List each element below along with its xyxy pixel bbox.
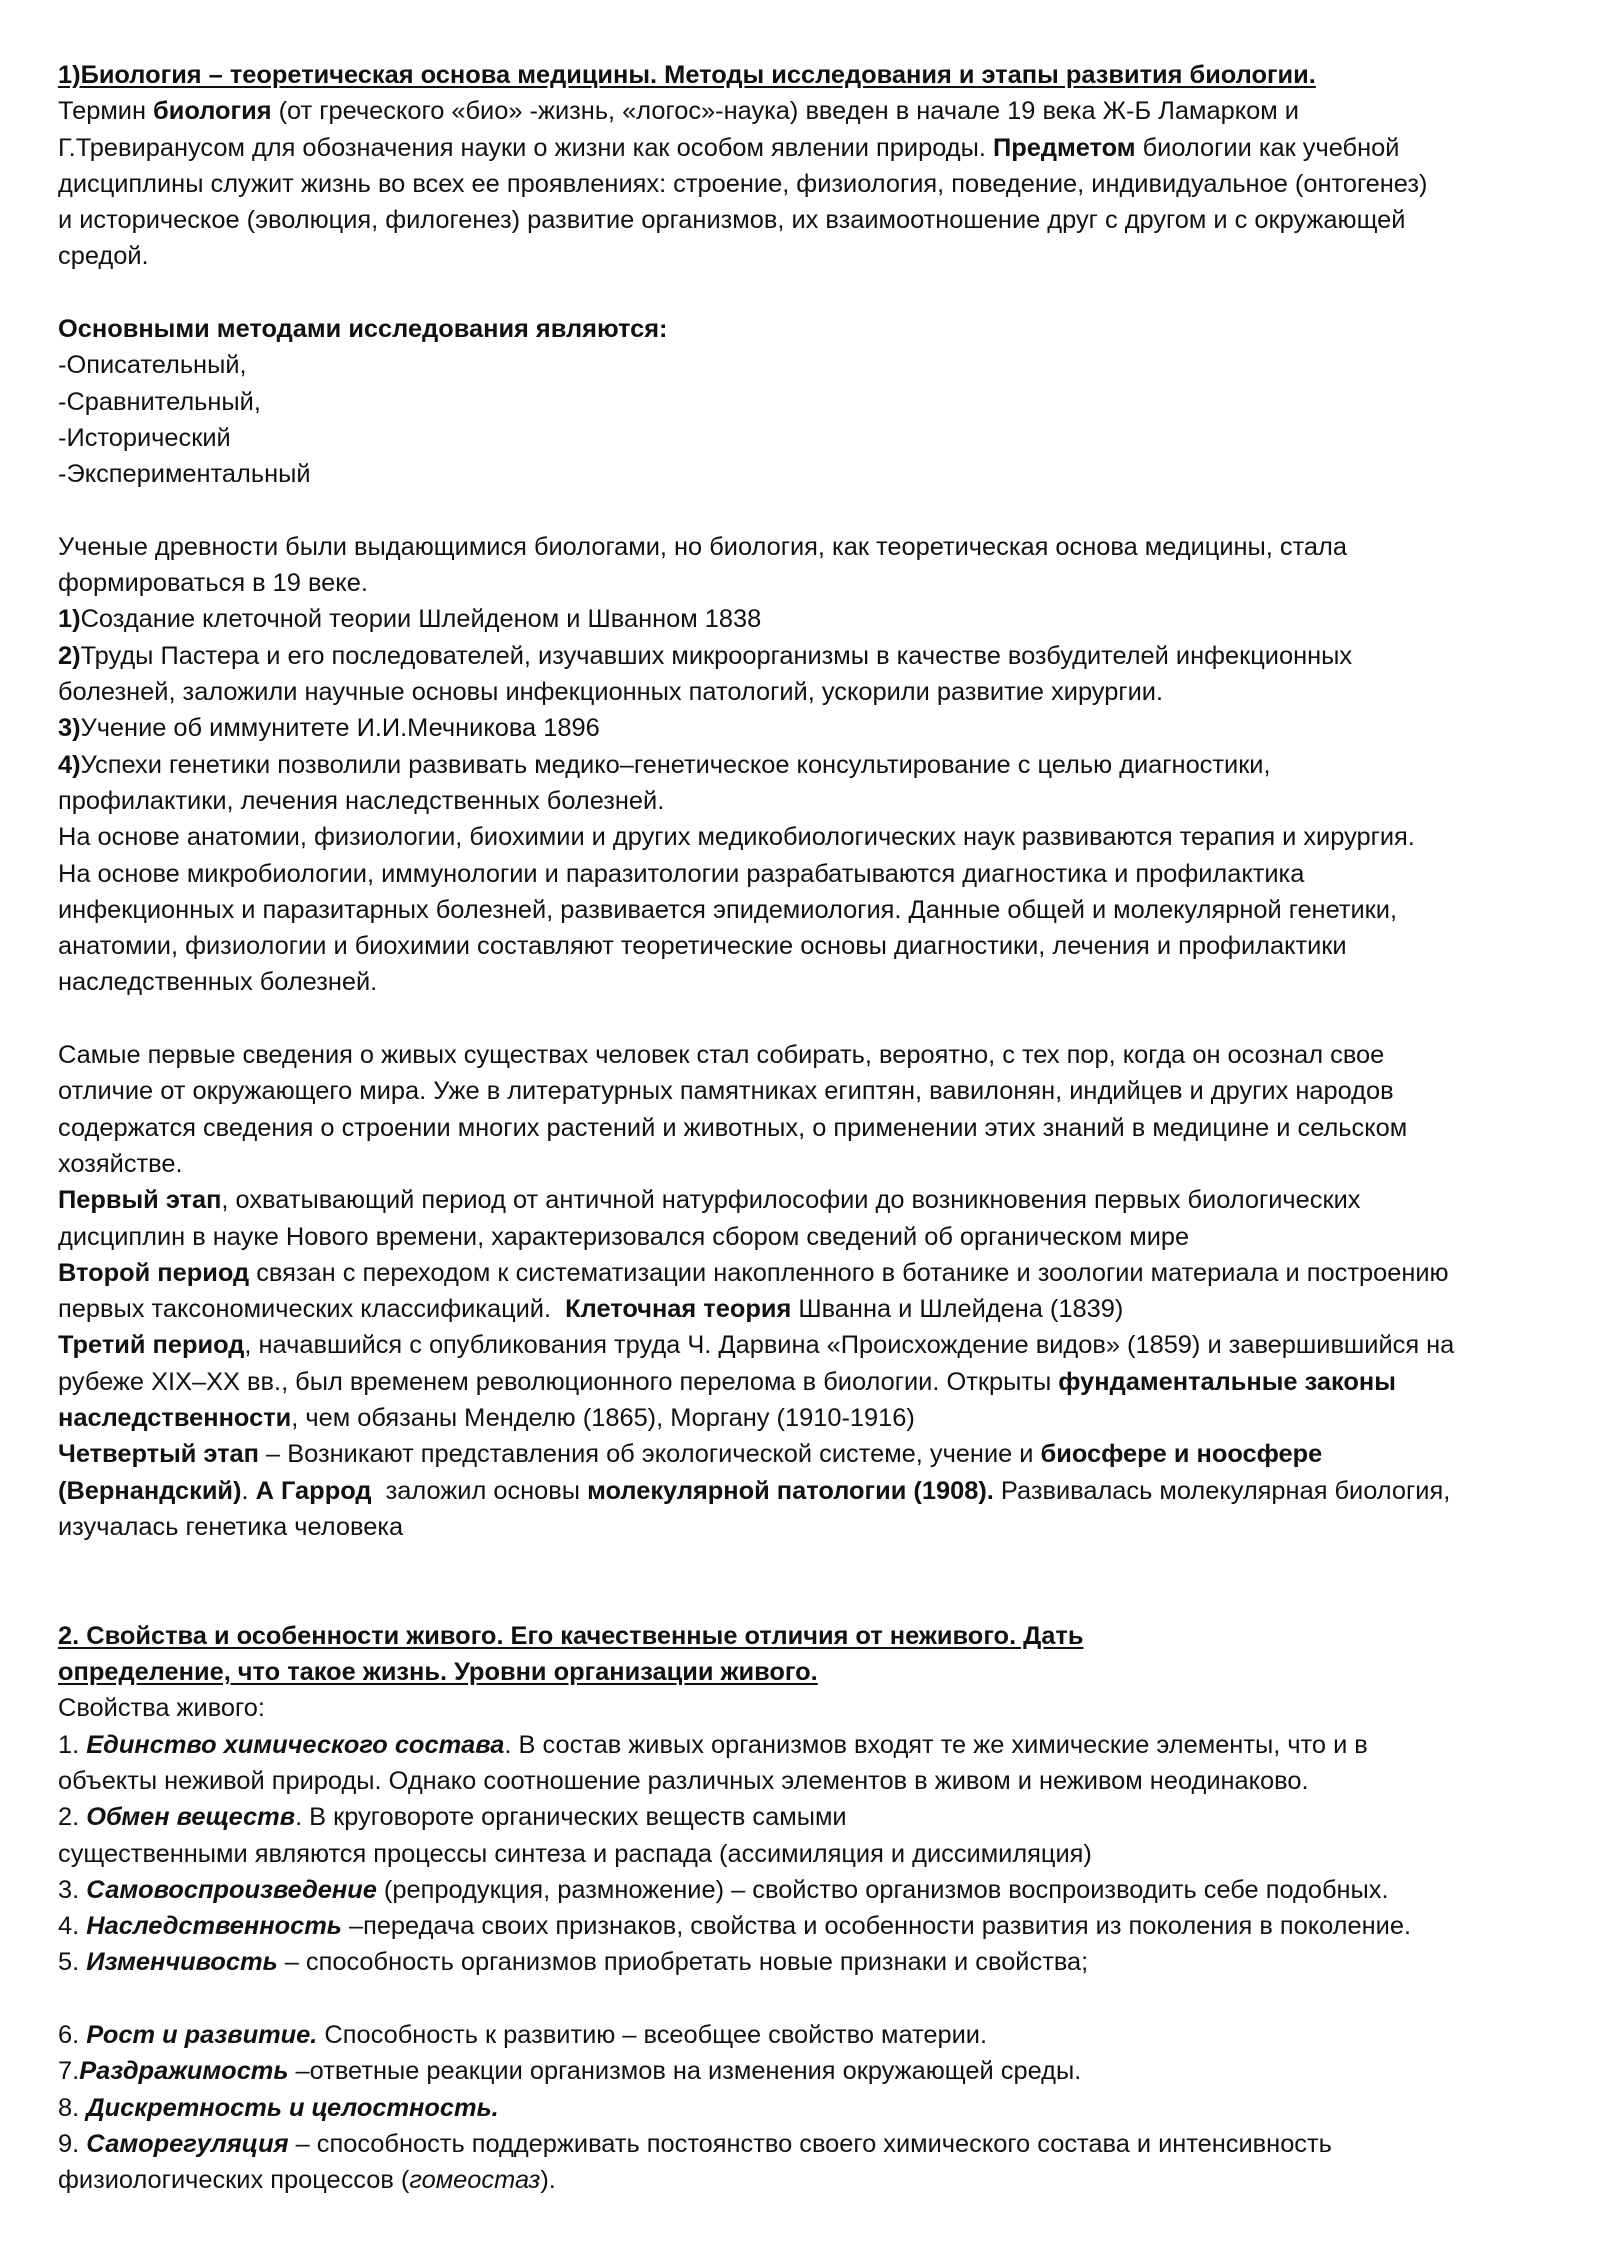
paragraph-line: изучалась генетика человека — [58, 1512, 404, 1541]
list-item: -Сравнительный, — [58, 387, 261, 416]
paragraph-line: существенными являются процессы синтеза и распада (ассимиляция и диссимиляция) — [58, 1839, 1092, 1868]
property-item: 4. Наследственность –передача своих признаков, свойства и особенности развития из поколения в поколение. — [58, 1912, 1411, 1941]
list-item: -Экспериментальный — [58, 460, 311, 489]
property-item: 3. Самовоспроизведение (репродукция, размножение) – свойство организмов воспроизводить себе подобных. — [58, 1875, 1389, 1904]
paragraph-line: отличие от окружающего мира. Уже в литературных памятниках египтян, вавилонян, индийцев и других народов — [58, 1077, 1394, 1106]
paragraph-line: наследственности, чем обязаны Менделю (1865), Моргану (1910-1916) — [58, 1403, 915, 1432]
list-item: 3)Учение об иммунитете И.И.Мечникова 1896 — [58, 714, 600, 743]
paragraph-line: дисциплины служит жизнь во всех ее проявлениях: строение, физиология, поведение, индивидуальное (онтогенез) — [58, 169, 1428, 198]
paragraph-line: инфекционных и паразитарных болезней, развивается эпидемиология. Данные общей и молекулярной генетики, — [58, 895, 1398, 924]
paragraph-line: дисциплин в науке Нового времени, характеризовался сбором сведений об органическом мире — [58, 1222, 1190, 1251]
stage-first: Первый этап, охватывающий период от античной натурфилософии до возникновения первых биологических — [58, 1186, 1361, 1215]
document-page — [58, 57, 1558, 2199]
paragraph-line: (Вернандский). А Гаррод заложил основы молекулярной патологии (1908). Развивалась молекулярная биология, — [58, 1476, 1451, 1505]
paragraph-line: и историческое (эволюция, филогенез) развитие организмов, их взаимоотношение друг с другом и с окружающей — [58, 206, 1406, 235]
property-item: 2. Обмен веществ. В круговороте органических веществ самыми — [58, 1803, 847, 1832]
paragraph-line: На основе микробиологии, иммунологии и паразитологии разрабатываются диагностика и профилактика — [58, 859, 1305, 888]
paragraph-line: рубеже XIX–XX вв., был временем революционного перелома в биологии. Открыты фундаментальные законы — [58, 1367, 1396, 1396]
paragraph-line: формироваться в 19 веке. — [58, 569, 368, 598]
property-item: 7.Раздражимость –ответные реакции организмов на изменения окружающей среды. — [58, 2057, 1082, 2086]
list-item: 1)Создание клеточной теории Шлейденом и Шванном 1838 — [58, 605, 762, 634]
paragraph-line: первых таксономических классификаций. Клеточная теория Шванна и Шлейдена (1839) — [58, 1295, 1124, 1324]
list-item: -Исторический — [58, 423, 231, 452]
section-1-heading: 1)Биология – теоретическая основа медицины. Методы исследования и этапы развития биологии. — [58, 61, 1316, 89]
property-item: 5. Изменчивость – способность организмов приобретать новые признаки и свойства; — [58, 1948, 1089, 1977]
paragraph-line: физиологических процессов (гомеостаз). — [58, 2166, 556, 2195]
paragraph-line: наследственных болезней. — [58, 968, 378, 997]
paragraph-line: Самые первые сведения о живых существах человек стал собирать, вероятно, с тех пор, когда он осознал свое — [58, 1041, 1385, 1070]
list-item: -Описательный, — [58, 351, 247, 380]
list-item: болезней, заложили научные основы инфекционных патологий, ускорили развитие хирургии. — [58, 678, 1164, 707]
list-item: 2)Труды Пастера и его последователей, изучавших микроорганизмы в качестве возбудителей инфекционных — [58, 641, 1353, 670]
section-2-heading-cont: определение, что такое жизнь. Уровни организации живого. — [58, 1658, 818, 1687]
paragraph-line: хозяйстве. — [58, 1149, 183, 1178]
section-2-heading: 2. Свойства и особенности живого. Его качественные отличия от неживого. Дать — [58, 1621, 1084, 1650]
stage-third: Третий период, начавшийся с опубликования труда Ч. Дарвина «Происхождение видов» (1859) и завершившийся на — [58, 1331, 1455, 1360]
property-item: 8. Дискретность и целостность. — [58, 2093, 499, 2122]
paragraph-line: Ученые древности были выдающимися биологами, но биология, как теоретическая основа медицины, стала — [58, 532, 1347, 561]
paragraph-line: содержатся сведения о строении многих растений и животных, о применении этих знаний в медицине и сельском — [58, 1113, 1408, 1142]
paragraph-line: анатомии, физиологии и биохимии составляют теоретические основы диагностики, лечения и профилактики — [58, 932, 1347, 961]
paragraph-line: средой. — [58, 242, 149, 271]
paragraph-line: Термин биология (от греческого «био» -жизнь, «логос»-наука) введен в начале 19 века Ж-Б Ламарком и — [58, 97, 1299, 126]
list-item: 4)Успехи генетики позволили развивать медико–генетическое консультирование с целью диагностики, — [58, 750, 1271, 779]
list-item: профилактики, лечения наследственных болезней. — [58, 786, 665, 815]
properties-label: Свойства живого: — [58, 1694, 265, 1723]
stage-fourth: Четвертый этап – Возникают представления об экологической системе, учение и биосфере и ноосфере — [58, 1440, 1323, 1469]
property-item: 6. Рост и развитие. Способность к развитию – всеобщее свойство материи. — [58, 2021, 988, 2050]
paragraph-line: Г.Тревиранусом для обозначения науки о жизни как особом явлении природы. Предметом биологии как учебной — [58, 133, 1400, 162]
stage-second: Второй период связан с переходом к систематизации накопленного в ботанике и зоологии материала и построению — [58, 1258, 1449, 1287]
methods-heading: Основными методами исследования являются: — [58, 315, 668, 344]
paragraph-line: объекты неживой природы. Однако соотношение различных элементов в живом и неживом неодинаково. — [58, 1766, 1309, 1795]
paragraph-line: На основе анатомии, физиологии, биохимии и других медикобиологических наук развиваются терапия и хирургия. — [58, 823, 1415, 852]
property-item: 1. Единство химического состава. В состав живых организмов входят те же химические элементы, что и в — [58, 1730, 1368, 1759]
property-item: 9. Саморегуляция – способность поддерживать постоянство своего химического состава и интенсивность — [58, 2129, 1332, 2158]
